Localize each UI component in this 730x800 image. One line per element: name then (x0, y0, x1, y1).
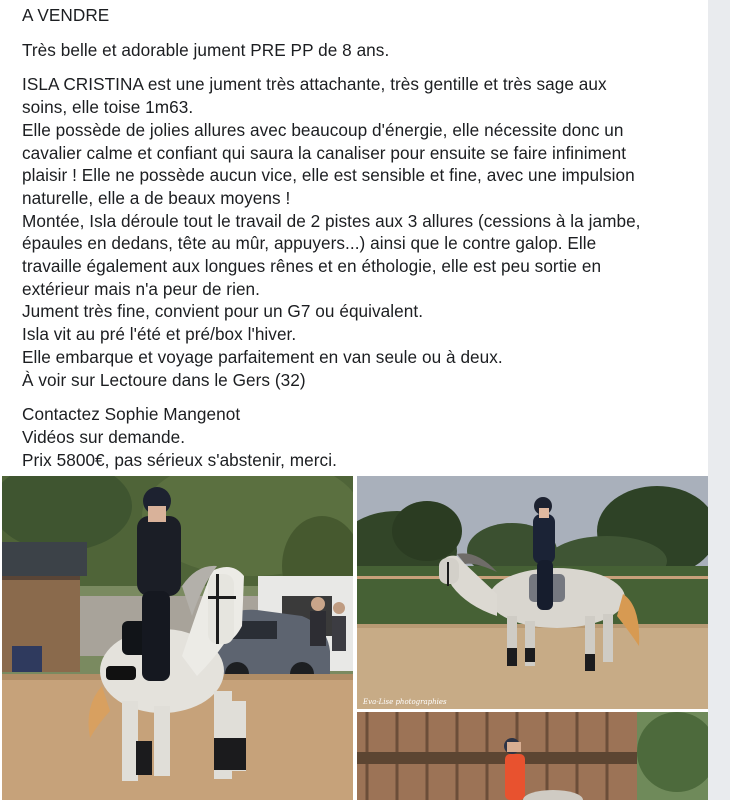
description-line: Isla vit au pré l'été et pré/box l'hiver. (22, 324, 297, 345)
description-line: Jument très fine, convient pour un G7 ou équivalent. (22, 301, 424, 322)
post-intro: Très belle et adorable jument PRE PP de 8 ans. (22, 39, 390, 60)
description-line: Elle possède de jolies allures avec beaucoup d'énergie, elle nécessite donc un (22, 119, 624, 140)
horse-photo-image (357, 476, 708, 709)
page-gutter (708, 0, 730, 800)
horse-photo-image (2, 476, 353, 800)
post-photo-3[interactable] (357, 712, 708, 800)
description-line: épaules en dedans, tête au mûr, appuyers...) ainsi que le contre galop. Elle (22, 233, 597, 254)
horse-photo-image (357, 712, 708, 800)
description-line: À voir sur Lectoure dans le Gers (32) (22, 369, 306, 390)
description-line: cavalier calme et confiant qui saura la canaliser pour ensuite se faire infiniment (22, 142, 627, 163)
post-photo-2[interactable] (357, 476, 708, 709)
contact-line: Prix 5800€, pas sérieux s'abstenir, merci. (22, 449, 337, 470)
description-line: plaisir ! Elle ne possède aucun vice, elle est sensible et fine, avec une impulsion (22, 165, 635, 186)
description-line: travaille également aux longues rênes et en éthologie, elle est peu sortie en (22, 256, 602, 277)
post-text (22, 4, 698, 471)
description-line: extérieur mais n'a peur de rien. (22, 278, 260, 299)
post-description (22, 73, 698, 391)
post-contact (22, 403, 698, 471)
post-photo-1[interactable] (2, 476, 353, 800)
description-line: Montée, Isla déroule tout le travail de 2 pistes aux 3 allures (cessions à la jambe, (22, 210, 641, 231)
photo-watermark: Eva-Lise photographies (363, 698, 447, 706)
post-heading: A VENDRE (22, 5, 110, 25)
description-line: soins, elle toise 1m63. (22, 97, 194, 118)
description-line: ISLA CRISTINA est une jument très attachante, très gentille et très sage aux (22, 74, 607, 95)
description-line: naturelle, elle a de beaux moyens ! (22, 187, 291, 208)
contact-line: Contactez Sophie Mangenot (22, 404, 241, 425)
description-line: Elle embarque et voyage parfaitement en van seule ou à deux. (22, 346, 503, 367)
contact-line: Vidéos sur demande. (22, 426, 186, 447)
